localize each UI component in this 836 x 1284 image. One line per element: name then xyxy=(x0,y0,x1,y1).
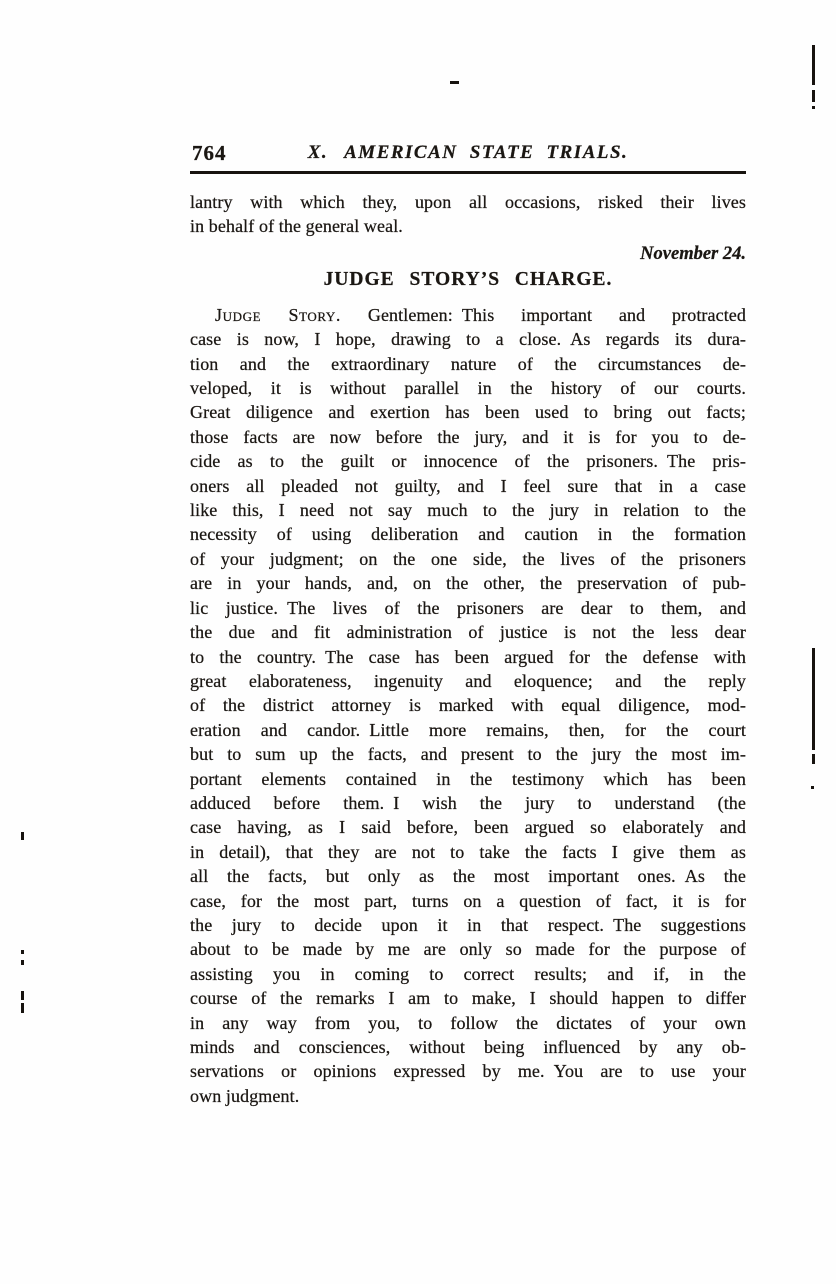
scan-artifact-dash xyxy=(812,90,815,102)
text-line: about to be made by me are only so made for the purpose of xyxy=(190,939,746,960)
text-line: case having, as I said before, been argued so elaborately and xyxy=(190,817,746,838)
text-line: adduced before them. I wish the jury to understand (the xyxy=(190,792,746,813)
text-line: tion and the extraordinary nature of the circumstances de- xyxy=(190,353,746,374)
text-line: oners all pleaded not guilty, and I feel sure that in a case xyxy=(190,475,746,496)
text-line: eration and candor. Little more remains, then, for the court xyxy=(190,719,746,740)
scan-artifact-dash xyxy=(21,1003,24,1013)
text-line: in any way from you, to follow the dictates of your own xyxy=(190,1012,746,1033)
text-line: great elaborateness, ingenuity and eloquence; and the reply xyxy=(190,670,746,691)
speaker-name: Judge Story. xyxy=(215,304,342,325)
opening-paragraph xyxy=(190,190,746,239)
text-line: minds and consciences, without being influenced by any ob- xyxy=(190,1037,746,1057)
text-line: Great diligence and exertion has been used to bring out facts; xyxy=(190,402,746,423)
scan-artifact-line xyxy=(812,45,815,85)
text-line: own judgment. xyxy=(190,1085,300,1106)
scan-artifact-dash xyxy=(450,81,459,84)
page-number: 764 xyxy=(192,141,227,165)
first-line-text: Gentlemen: This important and protracted xyxy=(367,304,746,325)
text-line: lantry with which they, upon all occasions, risked their lives xyxy=(190,192,746,212)
text-line xyxy=(190,303,746,327)
text-line: those facts are now before the jury, and it is for you to de- xyxy=(190,426,746,447)
text-line: in detail), that they are not to take the facts I give them as xyxy=(190,841,746,862)
text-line: of your judgment; on the one side, the lives of the prisoners xyxy=(190,548,746,569)
text-line: servations or opinions expressed by me. You are to use your xyxy=(190,1061,746,1082)
text-line: cide as to the guilt or innocence of the prisoners. The pris- xyxy=(190,451,746,472)
page-header xyxy=(190,140,746,167)
text-line: veloped, it is without parallel in the history of our courts. xyxy=(190,378,746,399)
scan-artifact-dot xyxy=(21,960,24,965)
scan-artifact-line xyxy=(812,648,815,750)
scan-artifact-dot xyxy=(21,950,24,954)
text-line: assisting you in coming to correct results; and if, in the xyxy=(190,963,746,984)
text-line: case, for the most part, turns on a question of fact, it is for xyxy=(190,890,746,911)
scan-artifact-dash xyxy=(21,832,24,840)
running-title-section-number: X. xyxy=(307,142,329,163)
header-rule xyxy=(190,171,746,174)
section-heading: JUDGE STORY’S CHARGE. xyxy=(323,268,613,290)
text-line: like this, I need not say much to the jury in relation to the xyxy=(190,500,746,521)
text-line: but to sum up the facts, and present to the jury the most im- xyxy=(190,744,746,765)
text-line: course of the remarks I am to make, I should happen to differ xyxy=(190,988,746,1009)
scan-artifact-dot xyxy=(811,786,814,789)
text-column xyxy=(190,140,746,1108)
text-line: the due and fit administration of justice is not the less dear xyxy=(190,622,746,643)
text-line: necessity of using deliberation and caution in the formation xyxy=(190,524,746,545)
running-title xyxy=(190,140,746,166)
scan-artifact-dash xyxy=(21,991,24,1000)
text-line: case is now, I hope, drawing to a close. As regards its dura- xyxy=(190,329,746,350)
text-line: all the facts, but only as the most important ones. As the xyxy=(190,866,746,887)
charge-paragraph-lines xyxy=(190,327,746,1108)
text-line: are in your hands, and, on the other, the preservation of pub- xyxy=(190,573,746,594)
text-line: the jury to decide upon it in that respect. The suggestions xyxy=(190,914,746,935)
scan-artifact-dash xyxy=(812,754,815,764)
text-line: lic justice. The lives of the prisoners are dear to them, and xyxy=(190,597,746,618)
running-title-text: AMERICAN STATE TRIALS. xyxy=(344,142,629,163)
text-line: of the district attorney is marked with equal diligence, mod- xyxy=(190,695,746,716)
text-line: portant elements contained in the testimony which has been xyxy=(190,768,746,789)
text-line: to the country. The case has been argued for the defense with xyxy=(190,646,746,667)
scan-artifact-dot xyxy=(812,106,815,109)
date-line: November 24. xyxy=(640,243,746,264)
charge-paragraph xyxy=(190,303,746,1108)
text-line: in behalf of the general weal. xyxy=(190,216,403,237)
